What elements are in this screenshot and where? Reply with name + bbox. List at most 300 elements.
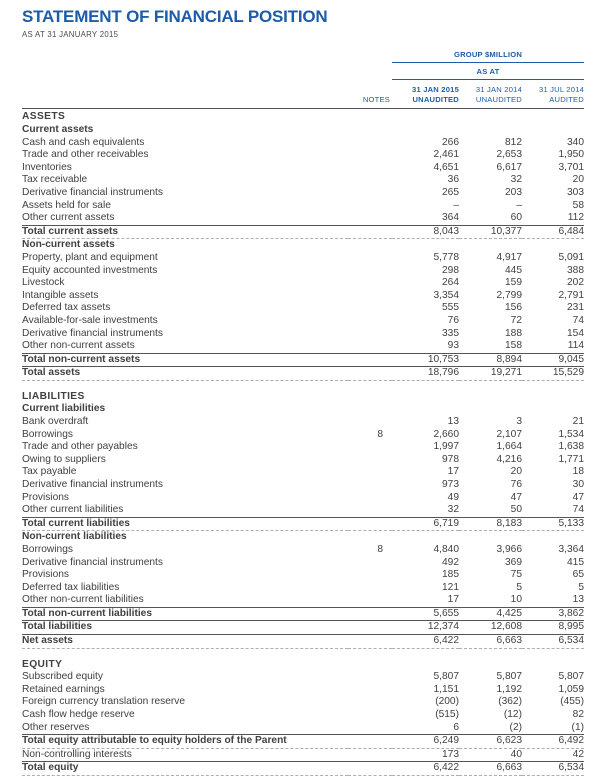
row-note [348,594,392,607]
row-note [348,252,392,265]
row-note [348,212,392,225]
row-note [348,607,392,621]
table-row [22,162,584,175]
row-label: LIABILITIES [22,390,85,402]
row-value: 112 [567,212,584,224]
row-value: 42 [572,748,584,760]
row-value: 8,894 [459,353,522,367]
column-date: 31 JAN 2014 [475,84,522,94]
row-note [348,264,392,277]
table-row [22,367,584,381]
row-value: 6,534 [522,762,584,776]
row-label: Cash flow hedge reserve [22,708,135,720]
row-label: Subscribed equity [22,671,103,683]
row-value: (1) [571,721,584,733]
row-value: 58 [572,199,584,211]
label-column-header [22,79,348,109]
row-value: 185 [442,569,459,581]
table-row [22,302,584,315]
row-note [348,353,392,367]
row-note [348,621,392,635]
table-row [22,479,584,492]
table-row [22,290,584,303]
row-value: – [453,199,459,211]
row-value: 5,807 [496,671,522,683]
row-note [348,634,392,648]
row-value: 1,997 [433,441,459,453]
row-value: 19,271 [459,367,522,381]
row-value: 121 [442,581,459,593]
row-value: 75 [510,569,522,581]
row-note [348,416,392,429]
table-row [22,109,584,124]
row-value: 17 [447,466,459,478]
notes-column-header: NOTES [348,79,392,109]
row-value: 3 [516,415,522,427]
row-note [348,124,392,137]
row-value: 445 [505,264,522,276]
table-row [22,709,584,722]
table-row [22,544,584,557]
row-note [348,454,392,467]
column-header-row [22,79,584,109]
row-label: Derivative financial instruments [22,327,163,339]
row-note [348,187,392,200]
row-value: 12,374 [392,621,459,635]
row-note [348,239,392,252]
column-header-31-jan-2015 [392,79,459,109]
row-note [348,504,392,517]
row-label: Total non-current assets [22,353,348,367]
table-row [22,277,584,290]
row-value: 74 [572,504,584,516]
row-label: Other non-current liabilities [22,594,144,606]
row-value: 173 [442,748,459,760]
table-row [22,621,584,635]
row-value: 415 [567,556,584,568]
row-value: 388 [567,264,584,276]
row-value: 13 [572,594,584,606]
row-label: Deferred tax assets [22,302,111,314]
row-label: Total current liabilities [22,517,348,531]
row-note [348,671,392,684]
column-date: 31 JUL 2014 [539,84,584,94]
table-row [22,582,584,595]
table-row [22,340,584,353]
table-row [22,416,584,429]
row-label: Provisions [22,491,69,503]
row-label: Non-current assets [22,239,115,251]
row-note [348,225,392,239]
row-label: Bank overdraft [22,415,89,427]
row-note [348,517,392,531]
row-value: – [516,199,522,211]
as-at-header: AS AT [392,62,584,79]
row-label: Livestock [22,277,65,289]
table-row [22,491,584,504]
row-note [348,174,392,187]
row-value [459,109,522,124]
row-note [348,466,392,479]
row-value: 1,664 [496,441,522,453]
row-label: Available-for-sale investments [22,314,158,326]
row-value: (362) [498,696,522,708]
table-row [22,124,584,137]
row-note [348,403,392,416]
row-value: 74 [572,314,584,326]
row-note [348,657,392,672]
row-value: 5,807 [558,671,584,683]
table-row [22,657,584,672]
row-value: 8,995 [522,621,584,635]
row-label: Net assets [22,634,348,648]
row-value: 4,840 [433,543,459,555]
row-value [459,239,522,252]
row-note [348,277,392,290]
row-value: 4,425 [459,607,522,621]
table-row [22,353,584,367]
row-label: Provisions [22,569,69,581]
row-value: 47 [572,491,584,503]
page-subtitle: AS AT 31 JANUARY 2015 [22,29,119,39]
row-value: 335 [442,327,459,339]
row-label: ASSETS [22,111,66,123]
row-value: (2) [509,721,522,733]
row-value: 6,617 [496,161,522,173]
row-value: 40 [510,748,522,760]
row-value [522,389,584,404]
row-value: 17 [447,594,459,606]
row-value: 15,529 [522,367,584,381]
table-row [22,504,584,517]
table-row [22,696,584,709]
row-value: 6,719 [392,517,459,531]
row-value: 65 [572,569,584,581]
row-value: 6,484 [522,225,584,239]
row-value: 264 [442,277,459,289]
as-at-header-row [22,62,584,79]
row-value: 60 [510,212,522,224]
row-value: 2,461 [433,149,459,161]
row-value [522,403,584,416]
row-note [348,479,392,492]
row-note [348,491,392,504]
row-note [348,109,392,124]
row-label: Borrowings [22,543,73,555]
table-row [22,735,584,749]
table-row [22,634,584,648]
table-row [22,225,584,239]
row-label: Deferred tax liabilities [22,581,120,593]
group-header-spacer [22,50,392,63]
row-value: 76 [510,478,522,490]
statement-table-header [22,50,584,109]
row-value: 3,701 [558,161,584,173]
row-value: 10 [510,594,522,606]
table-row [22,569,584,582]
row-value: 3,364 [558,543,584,555]
table-row [22,137,584,150]
row-label: Foreign currency translation reserve [22,696,186,708]
row-label: Total equity [22,762,348,776]
row-note [348,582,392,595]
row-value [392,657,459,672]
row-value: 36 [447,174,459,186]
row-note [348,696,392,709]
column-header-31-jan-2014 [459,79,522,109]
row-value: 21 [572,415,584,427]
table-row [22,466,584,479]
row-value [392,239,459,252]
row-value: (515) [435,708,459,720]
row-value: 159 [505,277,522,289]
row-value: 4,651 [433,161,459,173]
table-row [22,556,584,569]
row-label: Tax payable [22,466,77,478]
row-label: Assets held for sale [22,199,111,211]
as-at-header-spacer [22,62,392,79]
row-value: 13 [447,415,459,427]
row-label: Total equity attributable to equity holders of the Parent [22,735,348,749]
row-label: Tax receivable [22,174,88,186]
row-value: 5,091 [558,251,584,263]
row-label: Other non-current assets [22,340,135,352]
row-value [392,389,459,404]
row-value: 156 [505,302,522,314]
row-label: Inventories [22,161,72,173]
row-note [348,709,392,722]
row-value: 2,660 [433,428,459,440]
row-value: 8,183 [459,517,522,531]
row-note [348,149,392,162]
row-note: 8 [377,428,383,440]
row-note [348,748,392,762]
row-label: Trade and other payables [22,441,138,453]
row-value: 203 [505,186,522,198]
row-value [522,239,584,252]
row-value: 812 [505,136,522,148]
row-value [459,531,522,544]
row-value: 3,354 [433,289,459,301]
row-value [522,657,584,672]
row-value: 6,422 [392,634,459,648]
row-value: 978 [442,453,459,465]
row-note [348,367,392,381]
row-label: Equity accounted investments [22,264,158,276]
row-value [392,124,459,137]
row-value: 231 [567,302,584,314]
row-note [348,389,392,404]
spacer-cell [22,648,584,657]
table-row [22,428,584,441]
row-note [348,327,392,340]
row-value: 1,059 [558,683,584,695]
row-value: 32 [447,504,459,516]
row-value: 5 [578,581,584,593]
row-label: Other reserves [22,721,90,733]
row-value: 265 [442,186,459,198]
table-row [22,671,584,684]
row-value: 5,807 [433,671,459,683]
table-row [22,721,584,734]
spacer-row [22,648,584,657]
table-row [22,252,584,265]
row-value: 12,608 [459,621,522,635]
row-value: (12) [503,708,522,720]
table-row [22,389,584,404]
row-label: Current liabilities [22,403,106,415]
table-row [22,187,584,200]
row-value: 364 [442,212,459,224]
row-label: Owing to suppliers [22,453,106,465]
row-label: Total assets [22,367,348,381]
row-note [348,556,392,569]
row-value: 3,966 [496,543,522,555]
row-value: 50 [510,504,522,516]
row-value: 6,623 [459,735,522,749]
row-note [348,762,392,776]
row-value: 32 [510,174,522,186]
statement-table [22,50,584,776]
row-value: 9,045 [522,353,584,367]
column-date: 31 JAN 2015 [412,84,459,94]
row-value: 6,492 [522,735,584,749]
row-value: 188 [505,327,522,339]
row-value: 5 [516,581,522,593]
row-label: Intangible assets [22,289,99,301]
row-value [522,124,584,137]
row-value: 8,043 [392,225,459,239]
row-value: 298 [442,264,459,276]
table-row [22,174,584,187]
row-value: 6,663 [459,634,522,648]
row-value: 72 [510,314,522,326]
row-value: 20 [572,174,584,186]
table-row [22,327,584,340]
row-value: 555 [442,302,459,314]
row-value: 18 [572,466,584,478]
row-label: Derivative financial instruments [22,478,163,490]
row-value: 158 [505,340,522,352]
column-status: UNAUDITED [475,94,522,104]
table-row [22,607,584,621]
row-value: 154 [567,327,584,339]
row-value: 6,422 [392,762,459,776]
spacer-row [22,380,584,389]
row-value: 973 [442,478,459,490]
row-value: 2,799 [496,289,522,301]
table-row [22,748,584,762]
row-value: 492 [442,556,459,568]
table-row [22,517,584,531]
page-title: STATEMENT OF FINANCIAL POSITION [22,7,328,26]
row-value [522,531,584,544]
row-value: 93 [447,340,459,352]
row-value: (200) [435,696,459,708]
table-row [22,264,584,277]
row-value: 2,653 [496,149,522,161]
column-header-31-jul-2014 [522,79,584,109]
table-row [22,684,584,697]
row-label: Borrowings [22,428,73,440]
row-value: 6,249 [392,735,459,749]
table-row [22,762,584,776]
column-status: UNAUDITED [412,94,459,104]
row-value: 1,771 [558,453,584,465]
row-value: 1,638 [558,441,584,453]
row-note [348,569,392,582]
row-label: Trade and other receivables [22,149,149,161]
row-value: 266 [442,136,459,148]
row-note [348,441,392,454]
row-value: 369 [505,556,522,568]
row-note [348,735,392,749]
row-value [392,109,459,124]
row-value: 6,663 [459,762,522,776]
row-value: 2,791 [558,289,584,301]
row-value: 1,534 [558,428,584,440]
table-row [22,594,584,607]
table-row [22,441,584,454]
row-note [348,531,392,544]
row-value: 5,778 [433,251,459,263]
row-value [459,403,522,416]
row-value: 340 [567,136,584,148]
table-row [22,454,584,467]
row-label: Non-current liabilities [22,531,127,543]
row-value: 202 [567,277,584,289]
row-value: 4,917 [496,251,522,263]
row-value: 5,655 [392,607,459,621]
row-value: 1,950 [558,149,584,161]
row-label: Cash and cash equivalents [22,136,145,148]
row-label: Total current assets [22,225,348,239]
row-value: 30 [572,478,584,490]
row-value: 2,107 [496,428,522,440]
group-header: GROUP $MILLION [392,50,584,63]
row-note [348,684,392,697]
table-row [22,239,584,252]
table-row [22,212,584,225]
row-value: 1,192 [496,683,522,695]
row-value: 1,151 [433,683,459,695]
row-value: 18,796 [392,367,459,381]
row-note [348,137,392,150]
row-value: 47 [510,491,522,503]
row-note [348,340,392,353]
table-row [22,199,584,212]
row-label: Other current liabilities [22,504,124,516]
row-label: Other current assets [22,212,115,224]
row-label: Total liabilities [22,621,348,635]
row-value: 6 [453,721,459,733]
row-value [392,403,459,416]
group-header-row [22,50,584,63]
row-label: Derivative financial instruments [22,556,163,568]
row-value: (455) [560,696,584,708]
row-value: 82 [572,708,584,720]
row-value: 10,377 [459,225,522,239]
row-note [348,302,392,315]
row-value: 20 [510,466,522,478]
row-value: 4,216 [496,453,522,465]
row-note [348,162,392,175]
table-row [22,531,584,544]
row-value: 114 [567,340,584,352]
statement-rows [22,109,584,775]
row-label: Derivative financial instruments [22,186,163,198]
row-note [348,199,392,212]
